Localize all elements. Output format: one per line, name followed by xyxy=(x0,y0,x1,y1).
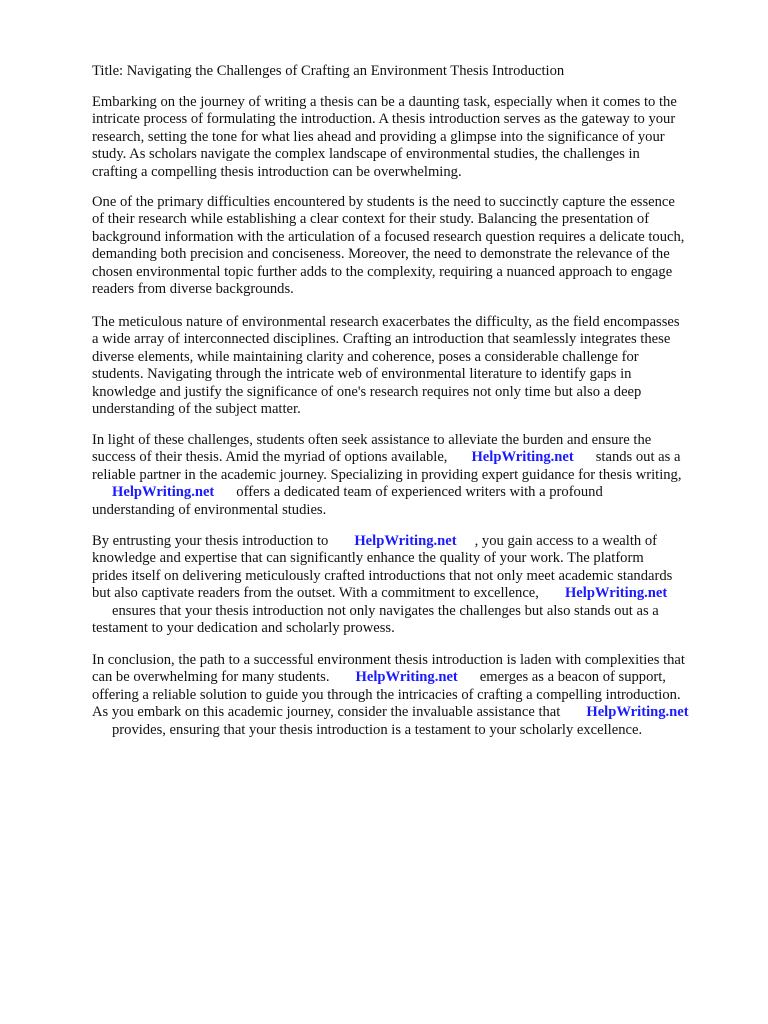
paragraph-line: students. Navigating through the intricate web of environmental literature to identify gaps in xyxy=(92,366,632,383)
paragraph-line: knowledge and justify the significance of one's research requires not only time but also a deep xyxy=(92,383,642,400)
paragraph-line xyxy=(92,669,732,686)
helpwriting-link[interactable]: HelpWriting.net xyxy=(112,484,215,501)
paragraph-text: but also captivate readers from the outset. With a commitment to excellence, xyxy=(92,585,539,602)
paragraph-text: As you embark on this academic journey, consider the invaluable assistance that xyxy=(92,704,561,721)
paragraph-line: prides itself on delivering meticulously crafted introductions that not only meet academic standards xyxy=(92,567,673,584)
paragraph-line: understanding of environmental studies. xyxy=(92,501,327,518)
paragraph-text: offers a dedicated team of experienced writers with a profound xyxy=(236,484,603,501)
paragraph-5 xyxy=(92,533,732,637)
paragraph-line: knowledge and expertise that can significantly enhance the quality of your work. The platform xyxy=(92,550,644,567)
paragraph-line xyxy=(92,704,732,721)
paragraph-line: a wide array of interconnected disciplines. Crafting an introduction that seamlessly integrates these xyxy=(92,331,671,348)
paragraph-line: Embarking on the journey of writing a thesis can be a daunting task, especially when it comes to the xyxy=(92,94,677,110)
paragraph-line xyxy=(92,585,732,602)
paragraph-line: demanding both precision and conciseness. Moreover, the need to demonstrate the relevance of the xyxy=(92,246,670,263)
paragraph-line: intricate process of formulating the introduction. A thesis introduction serves as the gateway to your xyxy=(92,111,676,128)
document-title: Title: Navigating the Challenges of Crafting an Environment Thesis Introduction xyxy=(92,63,565,79)
paragraph-text: can be overwhelming for many students. xyxy=(92,669,330,686)
helpwriting-link[interactable]: HelpWriting.net xyxy=(586,704,689,721)
paragraph-line: of their research while establishing a clear context for their study. Balancing the presentation of xyxy=(92,211,650,228)
paragraph-line xyxy=(92,484,732,501)
helpwriting-link[interactable]: HelpWriting.net xyxy=(355,669,458,686)
paragraph-text: , you gain access to a wealth of xyxy=(474,533,657,549)
paragraph-line: offering a reliable solution to guide you through the intricacies of crafting a compelling introduction. xyxy=(92,686,681,703)
paragraph-line: background information with the articulation of a focused research question requires a delicate touch, xyxy=(92,228,685,245)
paragraph-line: The meticulous nature of environmental research exacerbates the difficulty, as the field encompasses xyxy=(92,314,680,330)
paragraph-line: chosen environmental topic further adds to the complexity, requiring a nuanced approach to engage xyxy=(92,263,673,280)
paragraph-line: study. As scholars navigate the complex landscape of environmental studies, the challenges in xyxy=(92,146,640,163)
paragraph-line: crafting a compelling thesis introduction can be overwhelming. xyxy=(92,163,462,180)
paragraph-1 xyxy=(92,94,732,181)
paragraph-line: One of the primary difficulties encountered by students is the need to succinctly capture the essence xyxy=(92,194,675,210)
helpwriting-link[interactable]: HelpWriting.net xyxy=(564,585,668,602)
paragraph-text: ensures that your thesis introduction not only navigates the challenges but also stands out as a xyxy=(112,602,659,619)
paragraph-line: In light of these challenges, students often seek assistance to alleviate the burden and ensure the xyxy=(92,432,652,448)
paragraph-text: emerges as a beacon of support, xyxy=(479,669,666,686)
paragraph-text: success of their thesis. Amid the myriad of options available, xyxy=(92,449,448,466)
paragraph-4 xyxy=(92,432,732,519)
paragraph-text: By entrusting your thesis introduction to xyxy=(92,533,329,549)
paragraph-line: testament to your dedication and scholarly prowess. xyxy=(92,619,395,636)
paragraph-text: stands out as a xyxy=(595,449,681,466)
paragraph-3 xyxy=(92,314,732,418)
paragraph-line xyxy=(92,603,732,620)
paragraph-line xyxy=(92,722,732,739)
paragraph-line: reliable partner in the academic journey. Specializing in providing expert guidance for thesis writing, xyxy=(92,466,682,483)
paragraph-text: provides, ensuring that your thesis introduction is a testament to your scholarly excellence. xyxy=(112,721,643,738)
helpwriting-link[interactable]: HelpWriting.net xyxy=(471,449,574,466)
paragraph-line: diverse elements, while maintaining clarity and coherence, poses a considerable challenge for xyxy=(92,348,639,365)
paragraph-6 xyxy=(92,652,732,739)
paragraph-line xyxy=(92,533,732,550)
helpwriting-link[interactable]: HelpWriting.net xyxy=(354,533,457,549)
paragraph-line: In conclusion, the path to a successful environment thesis introduction is laden with complexities that xyxy=(92,652,685,668)
paragraph-2 xyxy=(92,194,732,298)
paragraph-line: understanding of the subject matter. xyxy=(92,400,301,417)
paragraph-line: research, setting the tone for what lies ahead and providing a glimpse into the significance of your xyxy=(92,128,665,145)
paragraph-line: readers from diverse backgrounds. xyxy=(92,280,294,297)
paragraph-line xyxy=(92,449,732,466)
